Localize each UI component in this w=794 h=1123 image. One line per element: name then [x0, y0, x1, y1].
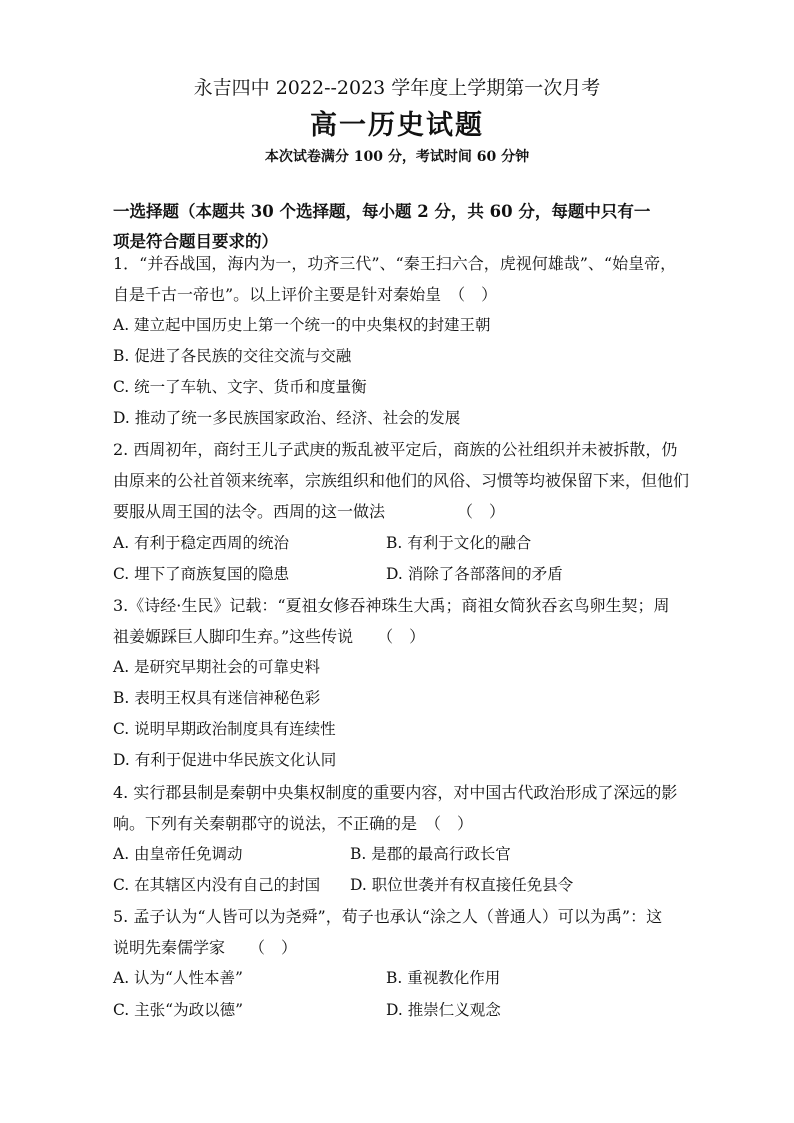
question-text: 说明先秦儒学家 （ ）	[113, 938, 298, 957]
question-text: 5. 孟子认为“人皆可以为尧舜”，荀子也承认“涂之人（普通人）可以为禹”：这	[113, 907, 663, 926]
section-line: 一选择题（本题共 30 个选择题，每小题 2 分，共 60 分，每题中只有一	[113, 202, 651, 221]
option-3b: B. 表明王权具有迷信神秘色彩	[113, 689, 321, 707]
question-text: 2. 西周初年，商纣王儿子武庚的叛乱被平定后，商族的公社组织并未被拆散，仍	[113, 440, 678, 459]
question-5	[113, 901, 703, 963]
exam-heading: 永吉四中 2022--2023 学年度上学期第一次月考	[193, 77, 601, 99]
exam-note: 本次试卷满分 100 分，考试时间 60 分钟	[264, 149, 530, 165]
option-1c: C. 统一了车轨、文字、货币和度量衡	[113, 378, 367, 396]
option-2c: C. 埋下了商族复国的隐患	[113, 565, 290, 583]
option-2b: B. 有利于文化的融合	[386, 534, 532, 552]
question-3	[113, 590, 703, 652]
question-text: 祖姜嫄踩巨人脚印生弃。”这些传说 （ ）	[113, 627, 426, 646]
option-5c: C. 主张“为政以德”	[113, 1001, 244, 1019]
question-text: 由原来的公社首领来统率，宗族组织和他们的风俗、习惯等均被保留下来，但他们	[113, 471, 690, 490]
question-4	[113, 777, 703, 839]
option-1d: D. 推动了统一多民族国家政治、经济、社会的发展	[113, 409, 461, 427]
question-text: 4. 实行郡县制是秦朝中央集权制度的重要内容，对中国古代政治形成了深远的影	[113, 783, 678, 802]
option-5a: A. 认为“人性本善”	[113, 969, 243, 987]
option-1b: B. 促进了各民族的交往交流与交融	[113, 347, 352, 365]
question-text: 要服从周王国的法令。西周的这一做法 （ ）	[113, 502, 506, 521]
question-text: 响。下列有关秦朝郡守的说法，不正确的是 （ ）	[113, 814, 474, 833]
question-text: 自是千古一帝也”。以上评价主要是针对秦始皇 （ ）	[113, 285, 498, 304]
option-5d: D. 推崇仁义观念	[386, 1001, 501, 1019]
option-3a: A. 是研究早期社会的可靠史料	[113, 658, 321, 676]
question-text: 3.《诗经·生民》记载：“夏祖女修吞神珠生大禹；商祖女简狄吞玄鸟卵生契；周	[113, 596, 670, 615]
option-3c: C. 说明早期政治制度具有连续性	[113, 720, 336, 738]
option-2d: D. 消除了各部落间的矛盾	[386, 565, 563, 583]
option-2a: A. 有利于稳定西周的统治	[113, 534, 290, 552]
question-text: 1．“并吞战国，海内为一，功齐三代”、“秦王扫六合，虎视何雄哉”、“始皇帝，	[113, 254, 677, 273]
option-4b: B. 是郡的最高行政长官	[350, 845, 511, 863]
option-5b: B. 重视教化作用	[386, 969, 501, 987]
option-4c: C. 在其辖区内没有自己的封国	[113, 876, 321, 894]
question-1	[113, 248, 703, 310]
option-4d: D. 职位世袭并有权直接任免县令	[350, 876, 574, 894]
option-1a: A. 建立起中国历史上第一个统一的中央集权的封建王朝	[113, 316, 491, 334]
option-4a: A. 由皇帝任免调动	[113, 845, 243, 863]
question-2	[113, 434, 703, 527]
exam-title: 高一历史试题	[310, 110, 484, 141]
option-3d: D. 有利于促进中华民族文化认同	[113, 751, 337, 769]
section-line: 项是符合题目要求的）	[113, 232, 278, 251]
